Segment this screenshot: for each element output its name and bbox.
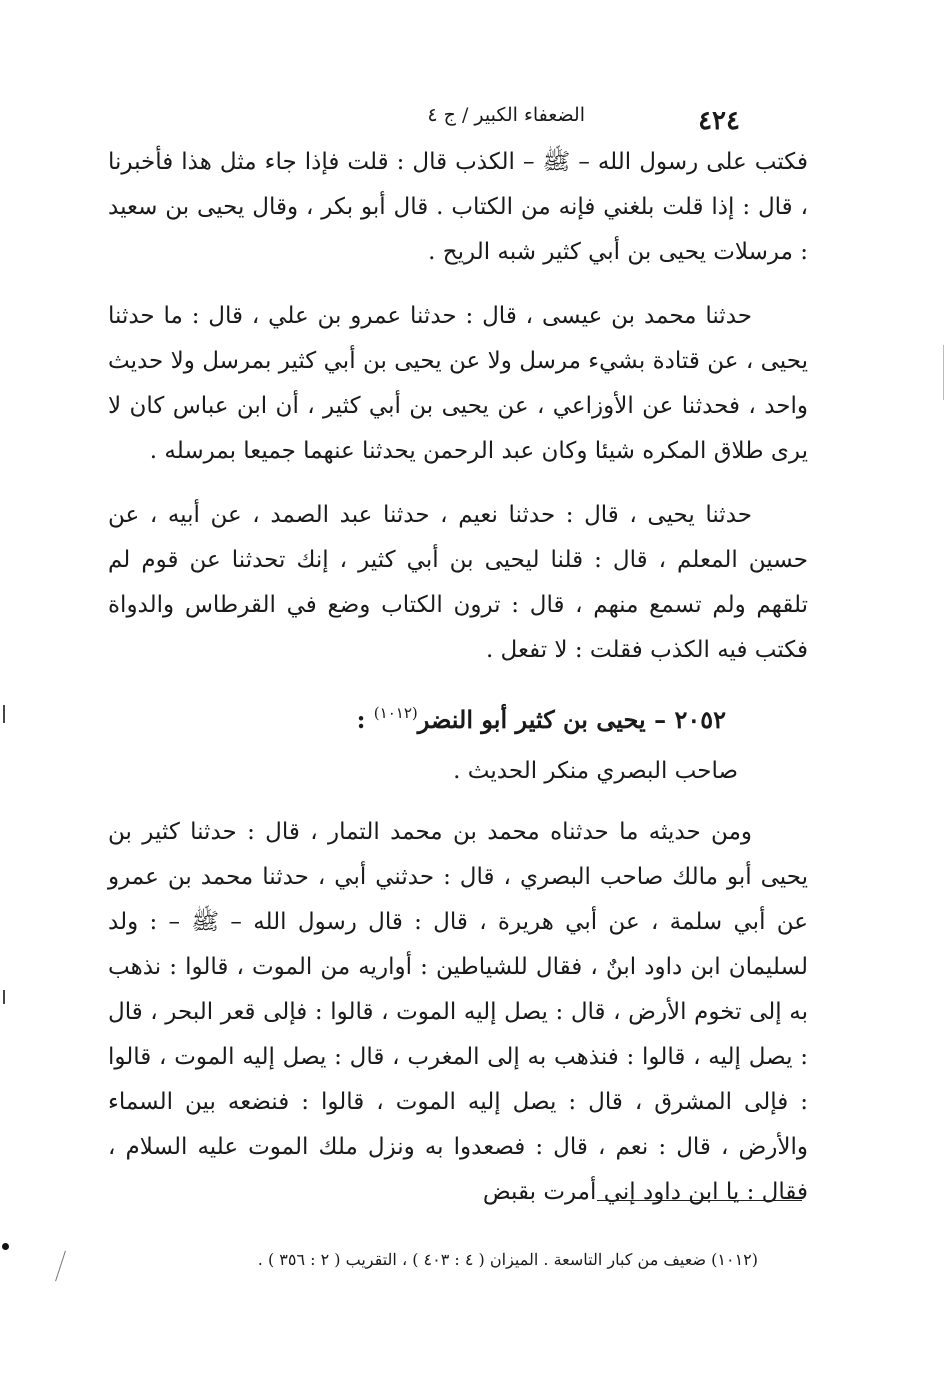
footnote-separator	[597, 1200, 802, 1201]
paragraph-4	[108, 810, 808, 1215]
paragraph-2	[108, 294, 808, 474]
scan-mark-dot	[2, 1243, 9, 1250]
paragraph-1	[108, 140, 808, 275]
entry-heading	[108, 687, 808, 746]
page-number: ٤٢٤	[698, 106, 740, 136]
scan-mark-tick	[3, 990, 5, 1004]
text-line: واحد ، فحدثنا عن الأوزاعي ، عن يحيى بن أبي كثير ، أن ابن عباس كان لا يرى	[108, 393, 808, 464]
entry-colon: :	[356, 705, 366, 734]
text-line: حسين المعلم ، قال : قلنا ليحيى بن أبي كثير ، إنك تحدثنا عن قوم لم تلقهم ولم	[108, 547, 808, 618]
text-line: أبو مالك صاحب البصري ، قال : حدثني أبي ، حدثنا محمد بن عمرو عن	[108, 864, 809, 935]
main-text	[108, 140, 808, 1215]
text-line: يحيى ، عن قتادة بشيء مرسل ولا عن يحيى بن أبي كثير بمرسل ولا حديث	[108, 348, 808, 374]
footnote: (١٠١٢) ضعيف من كبار التاسعة . الميزان ( ٤ : ٤٠٣ ) ، التقريب ( ٢ : ٣٥٦ ) .	[257, 1250, 758, 1269]
text-line: قالوا : فنذهب به إلى المغرب ، قال : يصل إليه الموت ، قالوا : فإلى المشرق ،	[108, 1044, 808, 1115]
paragraph-3	[108, 493, 808, 673]
text-line: فصعدوا به ونزل ملك الموت عليه السلام ، فقال : يا ابن داود إني أمرت بقبض	[108, 1134, 808, 1205]
running-title: الضعفاء الكبير / ج ٤	[427, 104, 585, 126]
entry-name: يحيى بن كثير أبو النضر	[417, 705, 646, 734]
text-line: حدثنا محمد بن عيسى ، قال : حدثنا عمرو بن علي ، قال : ما حدثنا	[108, 303, 752, 329]
scan-mark-edge	[943, 345, 944, 400]
entry-number: ٢٠٥٢	[674, 705, 726, 734]
text-line: قال : إذا قلت بلغني فإنه من الكتاب . قال أبو بكر ، وقال يحيى بن سعيد :	[108, 194, 808, 265]
text-line: ومن حديثه ما حدثناه محمد بن محمد التمار ، قال : حدثنا كثير بن يحيى	[108, 819, 808, 890]
text-line: قال : يصل إليه الموت ، قالوا : فنضعه بين السماء والأرض ، قال : نعم ، قال :	[108, 1089, 809, 1160]
text-line: الأرض ، قال : يصل إليه الموت ، قالوا : فإلى قعر البحر ، قال : يصل إليه ،	[108, 999, 808, 1070]
text-line: تسمع منهم ، قال : ترون الكتاب وضع في القرطاس والدواة فكتب فيه الكذب	[108, 592, 808, 663]
text-line: مرسلات يحيى بن أبي كثير شبه الريح .	[428, 239, 793, 265]
scan-mark-tick	[3, 705, 5, 723]
entry-dash: –	[654, 705, 667, 734]
text-line: فكتب على رسول الله – ﷺ – الكذب قال : قلت فإذا جاء مثل هذا فأخبرنا ،	[108, 149, 808, 220]
text-line: فقلت : لا تفعل .	[485, 637, 643, 663]
text-line: حدثنا يحيى ، قال : حدثنا نعيم ، حدثنا عبد الصمد ، عن أبيه ، عن	[108, 502, 752, 528]
footnote-reference[interactable]: (١٠١٢)	[373, 704, 418, 722]
text-line: أبي سلمة ، عن أبي هريرة ، قال : قال رسول الله – ﷺ – : ولد لسليمان	[108, 909, 809, 980]
scan-mark-line	[55, 1251, 66, 1282]
page-header	[110, 100, 740, 140]
text-line: طلاق المكره شيئا وكان عبد الرحمن يحدثنا عنهما جميعا بمرسله .	[149, 438, 764, 464]
entry-subtitle: صاحب البصري منكر الحديث .	[453, 758, 738, 784]
text-line: ابن داود ابنٌ ، فقال للشياطين : أواريه من الموت ، قالوا : نذهب به إلى تخوم	[108, 954, 808, 1025]
